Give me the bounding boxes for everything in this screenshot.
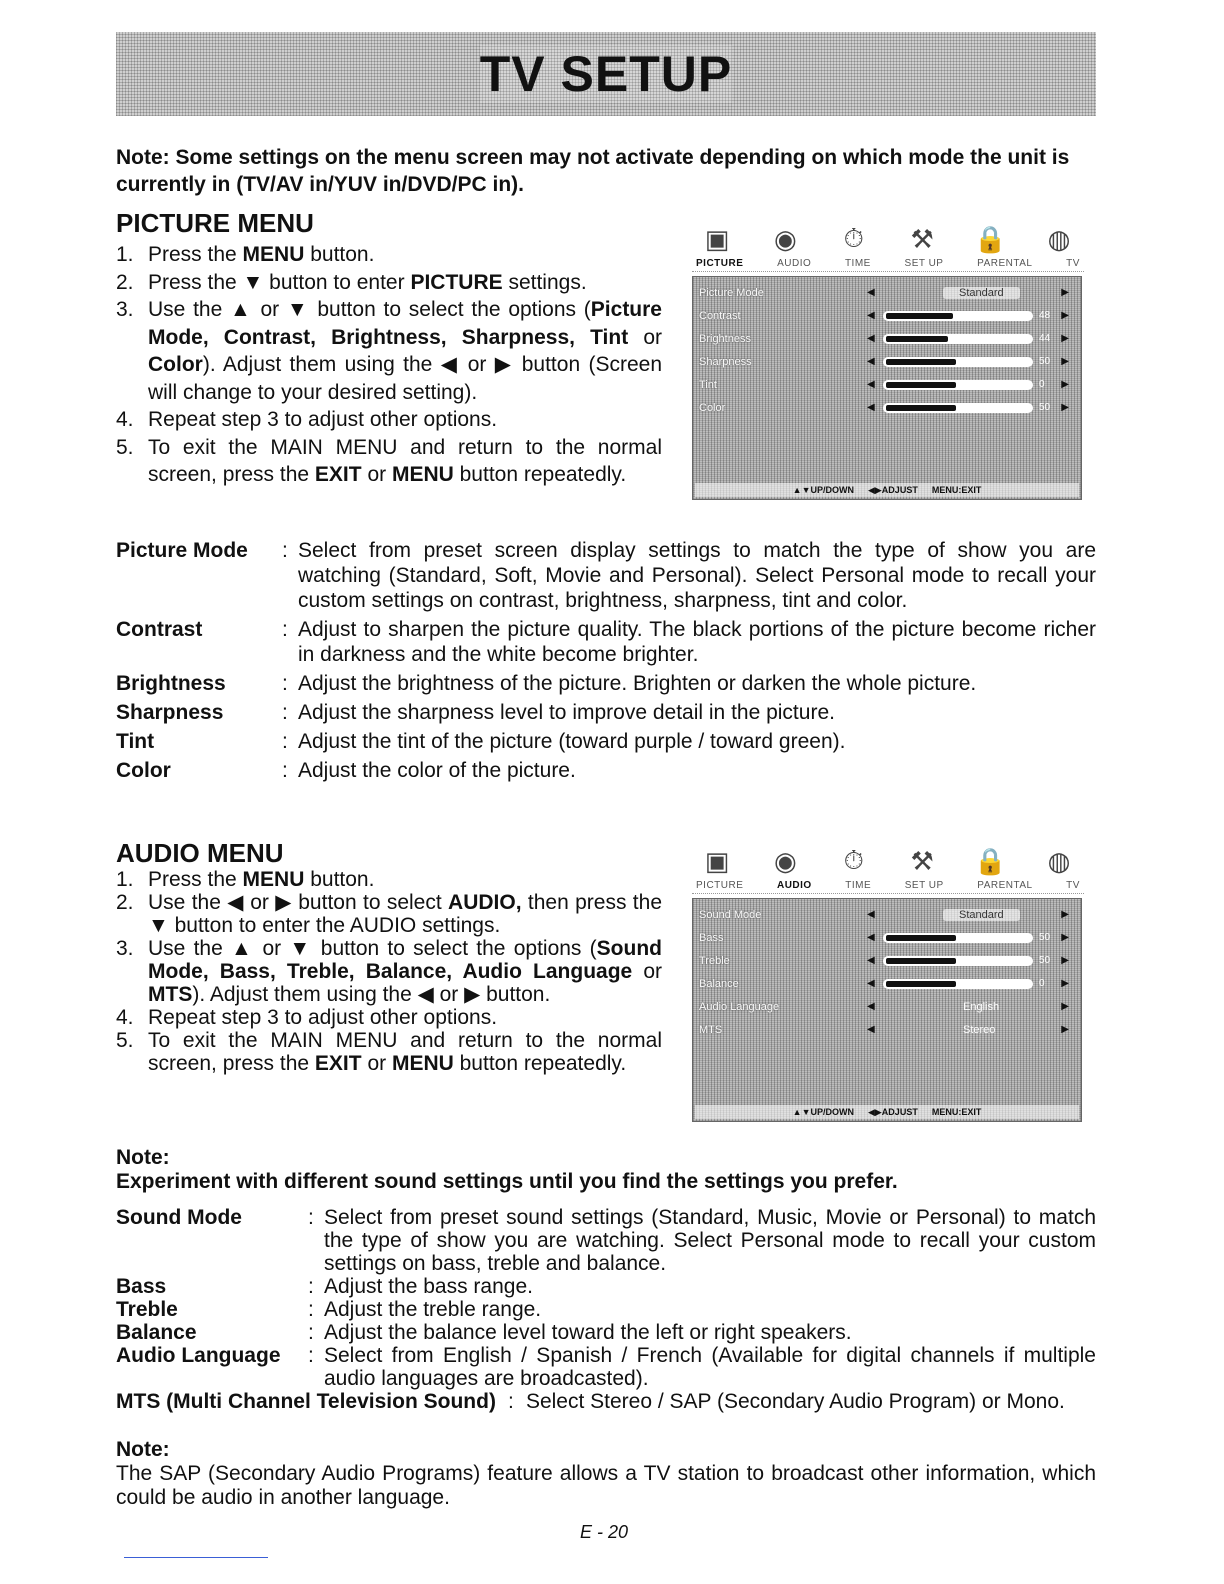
menu-footer-hint: MENU:EXIT — [931, 485, 982, 495]
menu-row — [693, 281, 1081, 304]
step-part: MENU — [391, 463, 454, 486]
tv-antenna-icon: ◍ — [1047, 845, 1071, 876]
menu-footer-hint: ▲▼UP/DOWN — [792, 1107, 854, 1117]
picture-tv-icon: ▣ — [704, 845, 730, 876]
menu-tab-time: TIME — [845, 880, 872, 891]
left-arrow-icon: ◀ — [867, 1024, 875, 1035]
menu-tab-time: TIME — [844, 258, 871, 269]
definition-term: Color — [116, 759, 171, 782]
right-arrow-icon: ▶ — [1061, 310, 1069, 321]
left-arrow-icon: ◀ — [867, 402, 875, 413]
step-part: MENU — [391, 1052, 454, 1075]
definition-desc: Adjust the sharpness level to improve detail in the picture. — [298, 701, 835, 724]
step-part: EXIT — [314, 1052, 362, 1075]
definition-term: Tint — [116, 730, 155, 753]
slider-fill — [885, 335, 949, 343]
right-arrow-icon: ▶ — [1061, 1001, 1069, 1012]
menu-icons-row — [692, 218, 1084, 256]
definition-desc: Select from preset screen display settings to match the type of show you are watching (Standard, Soft, Movie and Personal). Select Personal mode to recall your custom settings on contrast, brightness, sharpness, tint and color. — [298, 539, 1096, 612]
page-number: E - 20 — [580, 1522, 629, 1542]
step-part: Color — [148, 353, 203, 376]
step-number: 5. — [116, 1029, 134, 1052]
step-number: 4. — [116, 1006, 134, 1029]
definition-row — [116, 1321, 1096, 1344]
setup-tools-icon: ⚒ — [910, 845, 934, 876]
definition-desc: Adjust to sharpen the picture quality. The black portions of the picture become richer in darkness and the white become brighter. — [298, 618, 1096, 666]
menu-tab-picture: PICTURE — [696, 258, 744, 269]
slider-fill — [885, 980, 957, 988]
menu-tab-tv: TV — [1066, 880, 1080, 891]
definition-desc: Adjust the color of the picture. — [298, 759, 576, 782]
menu-row — [693, 903, 1081, 926]
left-arrow-icon: ◀ — [867, 379, 875, 390]
menu-row-value — [883, 1001, 1055, 1013]
menu-icons-row — [692, 840, 1084, 878]
left-arrow-icon: ◀ — [867, 1001, 875, 1012]
left-arrow-icon: ◀ — [867, 978, 875, 989]
definition-term: Treble — [116, 1298, 178, 1321]
audio-note-label: Note: — [116, 1146, 170, 1169]
definition-colon: : — [308, 1206, 314, 1229]
audio-steps — [116, 868, 662, 1075]
step-part: EXIT — [314, 463, 362, 486]
menu-row-label: Bass — [699, 931, 724, 944]
definition-colon: : — [308, 1275, 314, 1298]
step-number: 1. — [116, 243, 134, 266]
definition-row — [116, 700, 1096, 725]
right-arrow-icon: ▶ — [1061, 932, 1069, 943]
audio-definitions — [116, 1206, 1096, 1390]
step-item — [116, 296, 662, 406]
step-text — [148, 868, 662, 891]
menu-row-value — [883, 978, 1055, 989]
menu-row-value — [883, 909, 1055, 921]
page-title: TV SETUP — [479, 46, 733, 102]
slider-track — [883, 956, 1033, 966]
menu-row-label: Picture Mode — [699, 286, 764, 299]
slider-fill — [885, 312, 954, 320]
time-clock-icon: ⏱ — [843, 845, 864, 875]
definition-row — [116, 1275, 1096, 1298]
option-value: English — [963, 1000, 1000, 1013]
definition-term: Sound Mode — [116, 1206, 242, 1229]
slider-fill — [885, 957, 957, 965]
menu-row-value — [883, 287, 1055, 299]
definition-colon: : — [282, 539, 288, 562]
definition-term: Bass — [116, 1275, 167, 1298]
step-part: Press the ▼ button to enter — [148, 270, 411, 294]
right-arrow-icon: ▶ — [1061, 978, 1069, 989]
slider-value: 0 — [1039, 978, 1045, 989]
slider-fill — [885, 934, 957, 942]
sap-note — [116, 1438, 1096, 1510]
audio-speaker-icon: ◉ — [774, 223, 797, 254]
picture-menu-screenshot — [692, 218, 1084, 500]
step-part: button repeatedly. — [453, 463, 627, 486]
left-arrow-icon: ◀ — [867, 955, 875, 966]
slider-track — [883, 979, 1033, 989]
right-arrow-icon: ▶ — [1061, 379, 1069, 390]
left-arrow-icon: ◀ — [867, 909, 875, 920]
menu-tabs — [692, 256, 1084, 272]
definition-desc: Adjust the treble range. — [324, 1298, 542, 1321]
menu-row — [693, 995, 1081, 1018]
slider-fill — [885, 404, 957, 412]
definition-term: Sharpness — [116, 701, 224, 724]
menu-footer-hint: ▲▼UP/DOWN — [792, 485, 854, 495]
definition-row — [116, 1206, 1096, 1275]
menu-panel — [692, 898, 1082, 1122]
step-part: Use the ◀ or ▶ button to select — [148, 891, 449, 914]
picture-steps — [116, 241, 662, 489]
left-arrow-icon: ◀ — [867, 333, 875, 344]
definition-colon: : — [282, 701, 288, 724]
slider-value: 48 — [1039, 310, 1051, 321]
definition-term: Audio Language — [116, 1344, 281, 1367]
menu-tab-parental: PARENTAL — [977, 258, 1033, 269]
definition-colon: : — [308, 1298, 314, 1321]
picture-menu-heading: PICTURE MENU — [116, 208, 314, 238]
definition-desc: Select from preset sound settings (Standard, Music, Movie or Personal) to match the type of show you are watching. Select Personal mode to recall your custom settings on bass, treble and balance. — [324, 1206, 1096, 1275]
slider-fill — [885, 358, 957, 366]
slider-value: 0 — [1039, 379, 1045, 390]
definition-row — [116, 671, 1096, 696]
right-arrow-icon: ▶ — [1061, 356, 1069, 367]
definition-colon: : — [282, 672, 288, 695]
step-item — [116, 241, 662, 269]
menu-tabs — [692, 878, 1084, 894]
setup-tools-icon: ⚒ — [910, 223, 934, 254]
step-part: MTS — [148, 983, 193, 1006]
menu-row-label: Brightness — [699, 332, 751, 345]
menu-row-label: Contrast — [699, 309, 741, 322]
definition-desc: Adjust the tint of the picture (toward purple / toward green). — [298, 730, 846, 753]
step-number: 2. — [116, 891, 134, 914]
menu-footer-hints — [695, 483, 1079, 497]
step-item — [116, 891, 662, 937]
audio-menu-screenshot — [692, 840, 1084, 1122]
step-part: Repeat step 3 to adjust other options. — [148, 1006, 498, 1029]
step-number: 1. — [116, 868, 134, 891]
step-item — [116, 1006, 662, 1029]
right-arrow-icon: ▶ — [1061, 955, 1069, 966]
right-arrow-icon: ▶ — [1061, 287, 1069, 298]
step-part: button. — [304, 868, 375, 891]
step-part: ). Adjust them using the ◀ or ▶ button. — [192, 983, 551, 1006]
top-note: Note: Some settings on the menu screen may not activate depending on which mode the unit is currently in (TV/AV in/YUV in/DVD/PC in). — [116, 146, 1070, 196]
slider-value: 50 — [1039, 955, 1051, 966]
definition-desc: Adjust the brightness of the picture. Brighten or darken the whole picture. — [298, 672, 977, 695]
menu-footer-hint: ◀▶ADJUST — [867, 1106, 918, 1117]
menu-row-label: MTS — [699, 1023, 723, 1036]
tv-antenna-icon: ◍ — [1047, 223, 1071, 254]
step-number: 5. — [116, 435, 134, 459]
definition-term: Picture Mode — [116, 539, 248, 562]
menu-row-label: Color — [699, 401, 726, 414]
step-part: or — [632, 960, 663, 983]
step-number: 2. — [116, 270, 134, 294]
slider-track — [883, 334, 1033, 344]
step-part: MENU — [242, 868, 305, 891]
definition-desc: Select from English / Spanish / French (Available for digital channels if multiple audio languages are broadcasted). — [324, 1344, 1096, 1390]
slider-value: 50 — [1039, 932, 1051, 943]
step-part: Use the ▲ or ▼ button to select the options ( — [148, 298, 591, 321]
right-arrow-icon: ▶ — [1061, 333, 1069, 344]
left-arrow-icon: ◀ — [867, 310, 875, 321]
menu-row-value — [883, 310, 1055, 321]
menu-row-label: Balance — [699, 977, 739, 990]
step-part: or — [361, 1052, 392, 1075]
step-text — [148, 1006, 662, 1029]
step-part: Picture Mode, Contrast, Brightness, Sharpness, Tint — [148, 298, 662, 349]
step-part: Sound Mode, Bass, Treble, Balance, Audio Language — [148, 937, 662, 983]
step-part: AUDIO, — [448, 891, 522, 914]
menu-row — [693, 1018, 1081, 1041]
audio-note — [116, 1146, 898, 1194]
menu-tab-set-up: SET UP — [904, 258, 944, 269]
right-arrow-icon: ▶ — [1061, 402, 1069, 413]
step-number: 3. — [116, 298, 134, 321]
menu-rows — [693, 899, 1081, 1041]
mts-definition: MTS (Multi Channel Television Sound) : Select Stereo / SAP (Secondary Audio Program) or Mono. — [116, 1390, 1096, 1413]
definition-row — [116, 1298, 1096, 1321]
title-banner — [116, 32, 1096, 116]
step-part: or — [361, 463, 392, 486]
slider-value: 44 — [1039, 333, 1051, 344]
step-part: Use the ▲ or ▼ button to select the options ( — [148, 937, 597, 960]
menu-row — [693, 926, 1081, 949]
parental-lock-icon: 🔒 — [974, 223, 1007, 254]
definition-row — [116, 758, 1096, 783]
definition-row — [116, 729, 1096, 754]
step-part: To exit the MAIN MENU and return to the normal screen, press the — [148, 435, 662, 486]
mts-term: MTS (Multi Channel Television Sound) — [116, 1390, 496, 1413]
definition-term: Contrast — [116, 618, 203, 641]
option-value: Standard — [943, 287, 1020, 299]
step-part: Press the — [148, 868, 243, 891]
slider-track — [883, 357, 1033, 367]
menu-row — [693, 304, 1081, 327]
menu-row-label: Treble — [699, 954, 730, 967]
audio-note-text: Experiment with different sound settings until you find the settings you prefer. — [116, 1170, 898, 1193]
slider-value: 50 — [1039, 402, 1051, 413]
step-item — [116, 434, 662, 489]
slider-track — [883, 403, 1033, 413]
definition-row — [116, 617, 1096, 667]
audio-menu-heading: AUDIO MENU — [116, 838, 284, 868]
menu-row-label: Sound Mode — [699, 908, 762, 921]
left-arrow-icon: ◀ — [867, 932, 875, 943]
menu-tab-tv: TV — [1066, 258, 1080, 269]
menu-row-label: Sharpness — [699, 355, 752, 368]
right-arrow-icon: ▶ — [1061, 1024, 1069, 1035]
menu-row — [693, 396, 1081, 419]
slider-track — [883, 311, 1033, 321]
step-text — [148, 1029, 662, 1075]
menu-row — [693, 949, 1081, 972]
menu-row-value — [883, 1024, 1055, 1036]
menu-row-label: Tint — [699, 378, 717, 391]
mts-desc: Select Stereo / SAP (Secondary Audio Program) or Mono. — [525, 1390, 1065, 1413]
right-arrow-icon: ▶ — [1061, 909, 1069, 920]
definition-colon: : — [308, 1344, 314, 1367]
menu-tab-parental: PARENTAL — [977, 880, 1033, 891]
slider-value: 50 — [1039, 356, 1051, 367]
menu-row-label: Audio Language — [699, 1000, 780, 1013]
option-value: Stereo — [963, 1023, 996, 1036]
menu-row — [693, 373, 1081, 396]
menu-footer-hint: MENU:EXIT — [931, 1107, 982, 1117]
step-part: then press the ▼ button to enter the AUDIO settings. — [148, 891, 662, 937]
left-arrow-icon: ◀ — [867, 287, 875, 298]
menu-row-value — [883, 955, 1055, 966]
definition-colon: : — [282, 730, 288, 753]
definition-row — [116, 1344, 1096, 1390]
step-number: 4. — [116, 408, 134, 431]
step-text — [148, 434, 662, 489]
menu-tab-picture: PICTURE — [696, 880, 744, 891]
step-part: PICTURE — [410, 270, 503, 294]
step-part: ). Adjust them using the ◀ or ▶ button (Screen will change to your desired setting). — [148, 353, 662, 404]
definition-desc: Adjust the bass range. — [324, 1275, 533, 1298]
step-text — [148, 406, 662, 434]
step-number: 3. — [116, 937, 134, 960]
menu-rows — [693, 277, 1081, 419]
menu-panel — [692, 276, 1082, 500]
step-part: button. — [304, 243, 375, 266]
definition-term: Brightness — [116, 672, 226, 695]
left-arrow-icon: ◀ — [867, 356, 875, 367]
step-text — [148, 269, 662, 297]
step-part: To exit the MAIN MENU and return to the normal screen, press the — [148, 1029, 662, 1075]
step-text — [148, 891, 662, 937]
sap-note-label: Note: — [116, 1438, 170, 1461]
step-item — [116, 937, 662, 1006]
picture-definitions — [116, 538, 1096, 787]
step-item — [116, 868, 662, 891]
menu-row-value — [883, 932, 1055, 943]
step-text — [148, 937, 662, 1006]
menu-row-value — [883, 402, 1055, 413]
menu-tab-set-up: SET UP — [904, 880, 944, 891]
picture-tv-icon: ▣ — [704, 223, 730, 254]
time-clock-icon: ⏱ — [843, 223, 864, 253]
menu-tab-audio: AUDIO — [776, 880, 812, 891]
menu-footer-hints — [695, 1105, 1079, 1119]
definition-desc: Adjust the balance level toward the left or right speakers. — [324, 1321, 852, 1344]
option-value: Standard — [943, 909, 1020, 921]
step-part: Repeat step 3 to adjust other options. — [148, 408, 498, 431]
definition-row — [116, 538, 1096, 613]
step-item — [116, 269, 662, 297]
menu-row — [693, 327, 1081, 350]
definition-colon: : — [282, 618, 288, 641]
step-part: button repeatedly. — [453, 1052, 627, 1075]
slider-track — [883, 380, 1033, 390]
sap-note-text: The SAP (Secondary Audio Programs) feature allows a TV station to broadcast other information, which could be audio in another language. — [116, 1462, 1096, 1509]
parental-lock-icon: 🔒 — [974, 845, 1007, 876]
step-part: or — [628, 325, 662, 349]
definition-term: Balance — [116, 1321, 197, 1344]
footer-rule — [124, 1557, 268, 1558]
menu-row-value — [883, 379, 1055, 390]
definition-colon: : — [282, 759, 288, 782]
menu-row — [693, 972, 1081, 995]
step-part: Press the — [148, 243, 243, 266]
audio-speaker-icon: ◉ — [774, 845, 797, 876]
menu-row-value — [883, 333, 1055, 344]
slider-track — [883, 933, 1033, 943]
step-part: MENU — [242, 243, 305, 266]
menu-row — [693, 350, 1081, 373]
definition-colon: : — [308, 1321, 314, 1344]
step-part: settings. — [502, 270, 587, 294]
menu-footer-hint: ◀▶ADJUST — [867, 484, 918, 495]
step-item — [116, 406, 662, 434]
slider-fill — [885, 381, 957, 389]
step-item — [116, 1029, 662, 1075]
menu-row-value — [883, 356, 1055, 367]
step-text — [148, 241, 662, 269]
step-text — [148, 296, 662, 406]
menu-tab-audio: AUDIO — [777, 258, 812, 269]
